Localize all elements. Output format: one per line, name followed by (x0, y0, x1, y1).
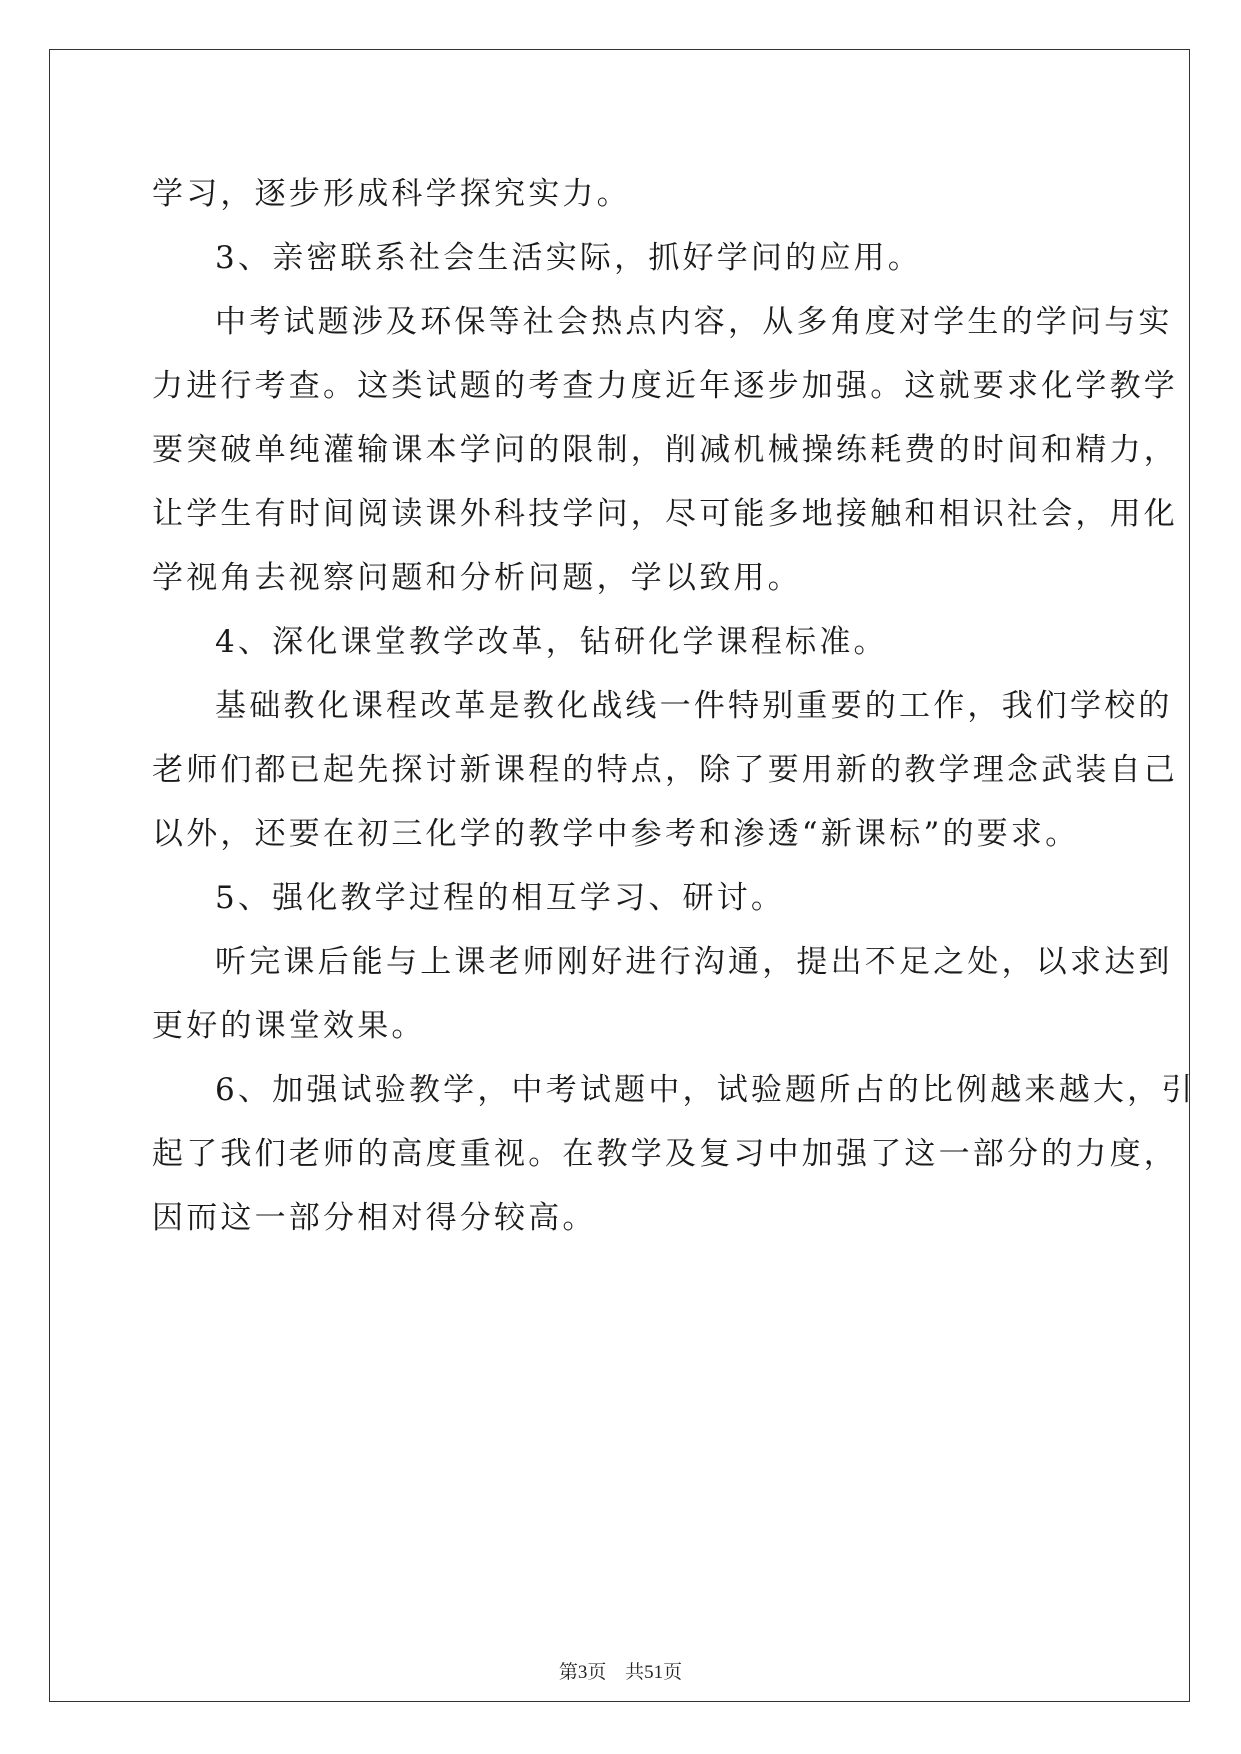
page-number: 第3页 (558, 1662, 607, 1683)
page-footer (0, 1657, 1241, 1684)
text-line: 起了我们老师的高度重视。在教学及复习中加强了这一部分的力度， (152, 1136, 1178, 1172)
text-line: 听完课后能与上课老师刚好进行沟通，提出不足之处，以求达到 (215, 944, 1173, 980)
text-line: 力进行考查。这类试题的考查力度近年逐步加强。这就要求化学教学 (152, 368, 1178, 404)
text-line: 老师们都已起先探讨新课程的特点，除了要用新的教学理念武装自己 (152, 752, 1178, 788)
document-body (152, 162, 1196, 1250)
text-line: 以外，还要在初三化学的教学中参考和渗透“新课标”的要求。 (152, 816, 1080, 852)
text-line: 更好的课堂效果。 (152, 1008, 426, 1044)
text-line: 基础教化课程改革是教化战线一件特别重要的工作，我们学校的 (215, 688, 1173, 724)
page-total: 共51页 (625, 1662, 683, 1683)
text-line: 因而这一部分相对得分较高。 (152, 1200, 597, 1236)
text-line: 3、亲密联系社会生活实际，抓好学问的应用。 (215, 240, 922, 276)
text-line: 要突破单纯灌输课本学问的限制，削减机械操练耗费的时间和精力， (152, 432, 1178, 468)
text-line: 4、深化课堂教学改革，钻研化学课程标准。 (215, 624, 888, 660)
text-line: 5、强化教学过程的相互学习、研讨。 (215, 880, 786, 916)
text-line: 让学生有时间阅读课外科技学问，尽可能多地接触和相识社会，用化 (152, 496, 1178, 532)
text-line: 6、加强试验教学，中考试题中，试验题所占的比例越来越大，引 (215, 1072, 1196, 1108)
text-line: 中考试题涉及环保等社会热点内容，从多角度对学生的学问与实 (215, 304, 1173, 340)
text-line: 学习，逐步形成科学探究实力。 (152, 176, 631, 212)
text-line: 学视角去视察问题和分析问题，学以致用。 (152, 560, 802, 596)
